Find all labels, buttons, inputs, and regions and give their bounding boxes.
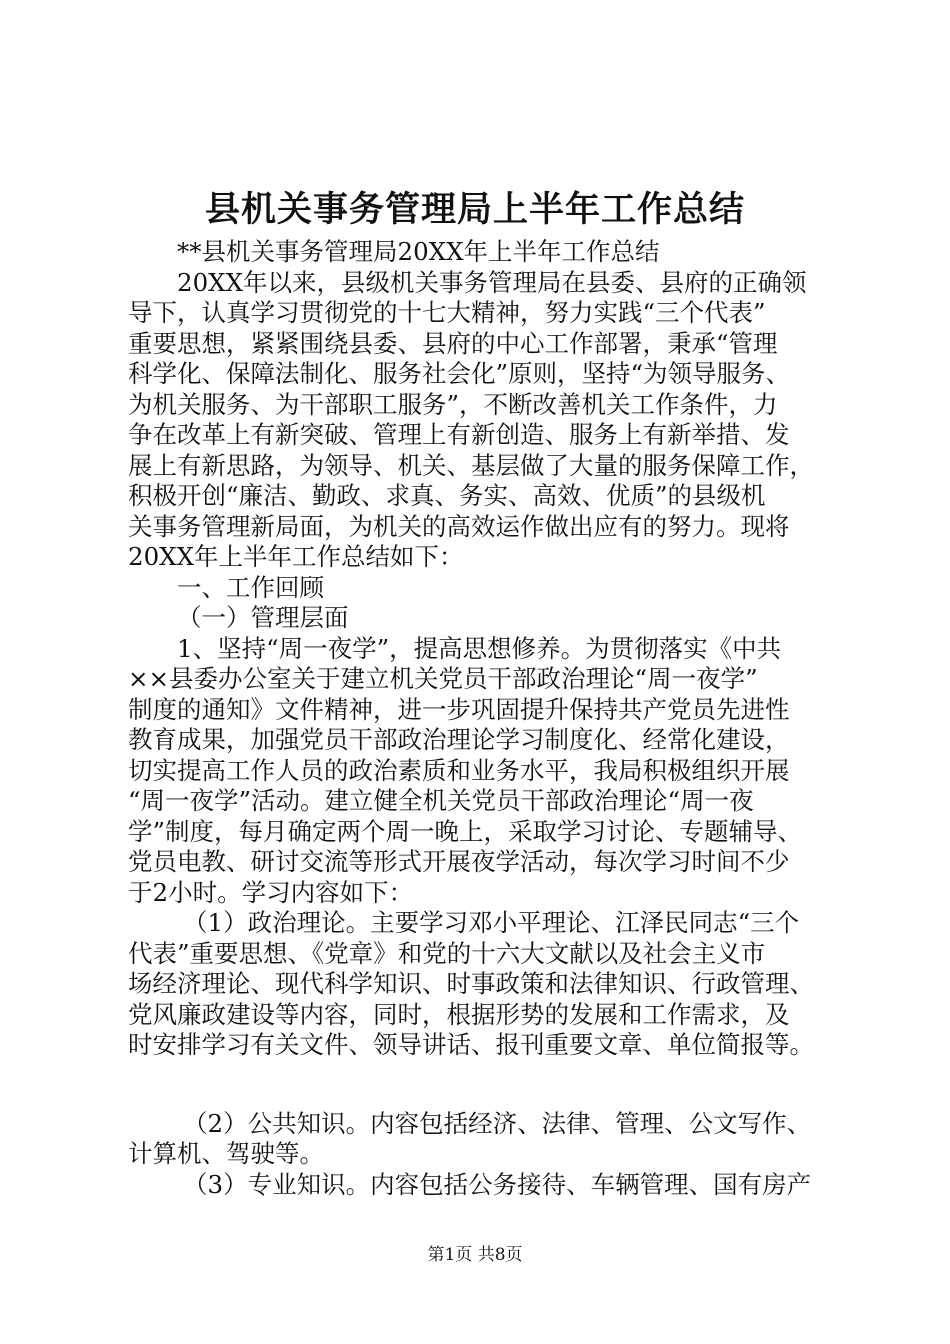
document-title: 县机关事务管理局上半年工作总结 [204, 189, 745, 230]
list-item-line: 计算机、驾驶等。 [128, 1139, 324, 1168]
paragraph-line: 于2小时。学习内容如下： [128, 877, 414, 907]
paragraph-line: 积极开创“廉洁、勤政、求真、务实、高效、优质”的县级机 [128, 481, 766, 510]
list-item-line: 代表”重要思想、《党章》和党的十六大文献以及社会主义市 [128, 938, 766, 968]
paragraph-line: 导下，认真学习贯彻党的十七大精神，努力实践“三个代表” [128, 298, 766, 327]
document-body [128, 237, 828, 1200]
paragraph-line: 为机关服务、为干部职工服务”，不断改善机关工作条件，力 [128, 389, 778, 419]
subsection-heading: （一）管理层面 [177, 603, 349, 632]
section-heading: 一、工作回顾 [177, 572, 324, 602]
list-item-line: 时安排学习有关文件、领导讲话、报刊重要文章、单位简报等。 [128, 1030, 814, 1059]
paragraph-line: ××县委办公室关于建立机关党员干部政治理论“周一夜学” [128, 664, 758, 693]
paragraph-line: 20XX年上半年工作总结如下： [128, 542, 464, 571]
list-item-line: 党风廉政建设等内容，同时，根据形势的发展和工作需求，及 [128, 999, 790, 1029]
paragraph-gap [128, 1061, 828, 1109]
paragraph-line: 制度的通知》文件精神，进一步巩固提升保持共产党员先进性 [128, 694, 790, 724]
paragraph-line: 关事务管理新局面，为机关的高效运作做出应有的努力。现将 [128, 511, 790, 541]
paragraph-line: 20XX年以来，县级机关事务管理局在县委、县府的正确领 [177, 267, 807, 297]
paragraph-line: 党员电教、研讨交流等形式开展夜学活动，每次学习时间不少 [128, 847, 790, 876]
paragraph-line: 1、坚持“周一夜学”，提高思想修养。为贯彻落实《中共 [177, 633, 782, 663]
paragraph-line: 教育成果，加强党员干部政治理论学习制度化、经常化建设， [128, 725, 790, 754]
paragraph-line: “周一夜学”活动。建立健全机关党员干部政治理论“周一夜 [128, 786, 754, 815]
paragraph-line: 科学化、保障法制化、服务社会化”原则，坚持“为领导服务、 [128, 359, 791, 388]
paragraph-line: 切实提高工作人员的政治素质和业务水平，我局积极组织开展 [128, 755, 790, 785]
list-item-line: 场经济理论、现代科学知识、时事政策和法律知识、行政管理、 [128, 969, 814, 998]
subtitle-line: **县机关事务管理局20XX年上半年工作总结 [177, 237, 660, 266]
paragraph-line: 重要思想，紧紧围绕县委、县府的中心工作部署，秉承“管理 [128, 328, 778, 358]
page-number-footer: 第1页 共8页 [427, 1245, 523, 1265]
list-item-line: （2）公共知识。内容包括经济、法律、管理、公文写作、 [183, 1108, 812, 1138]
list-item-line: （1）政治理论。主要学习邓小平理论、江泽民同志“三个 [183, 908, 800, 937]
paragraph-line: 展上有新思路，为领导、机关、基层做了大量的服务保障工作， [128, 450, 814, 480]
paragraph-line: 争在改革上有新突破、管理上有新创造、服务上有新举措、发 [128, 420, 790, 449]
paragraph-line: 学”制度，每月确定两个周一晚上，采取学习讨论、专题辅导、 [128, 816, 803, 846]
list-item-line: （3）专业知识。内容包括公务接待、车辆管理、国有房产 [183, 1169, 812, 1199]
